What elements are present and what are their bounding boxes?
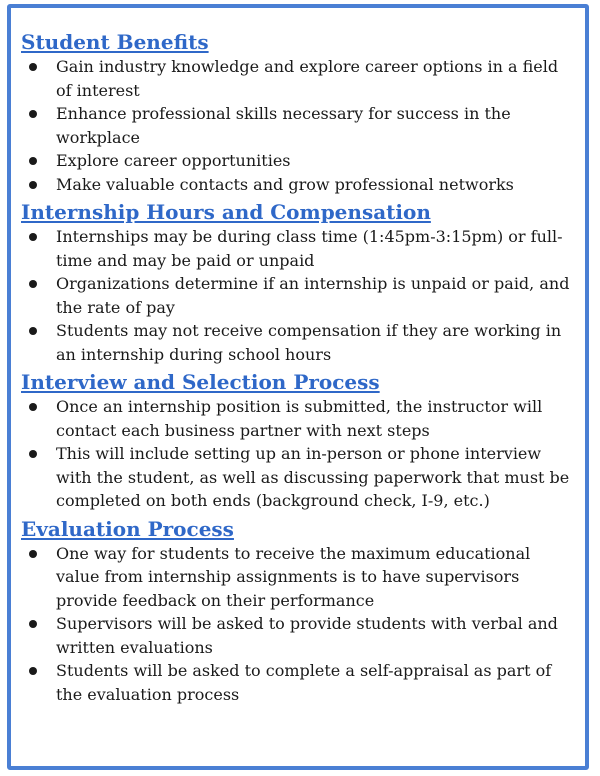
list-item-text: Supervisors will be asked to provide students with verbal and written evaluations bbox=[56, 614, 558, 657]
document-content bbox=[21, 30, 577, 710]
section-student-benefits bbox=[21, 30, 577, 196]
list-item-text: This will include setting up an in-person or phone interview with the student, as well as discussing paperwork that must be completed on both ends (background check, I-9, etc.) bbox=[56, 444, 570, 510]
section-heading: Interview and Selection Process bbox=[21, 370, 380, 394]
bullet-icon bbox=[29, 620, 37, 628]
list-item bbox=[21, 542, 577, 613]
bullet-icon bbox=[29, 280, 37, 288]
section-internship-hours-compensation bbox=[21, 200, 577, 366]
list-item-text: Students will be asked to complete a self-appraisal as part of the evaluation process bbox=[56, 661, 552, 704]
list-item-text: Organizations determine if an internship is unpaid or paid, and the rate of pay bbox=[56, 274, 570, 317]
list-item bbox=[21, 55, 577, 102]
list-item-text: Explore career opportunities bbox=[56, 151, 291, 170]
bullet-icon bbox=[29, 233, 37, 241]
section-heading: Student Benefits bbox=[21, 30, 209, 54]
section-evaluation-process bbox=[21, 517, 577, 707]
bullet-icon bbox=[29, 157, 37, 165]
list-item bbox=[21, 612, 577, 659]
document-frame bbox=[7, 4, 589, 770]
list-item bbox=[21, 173, 577, 197]
list-item bbox=[21, 225, 577, 272]
bullet-icon bbox=[29, 63, 37, 71]
bullet-list bbox=[21, 225, 577, 366]
bullet-list bbox=[21, 395, 577, 513]
bullet-icon bbox=[29, 110, 37, 118]
list-item-text: Gain industry knowledge and explore career options in a field of interest bbox=[56, 57, 559, 100]
list-item bbox=[21, 319, 577, 366]
bullet-icon bbox=[29, 450, 37, 458]
bullet-icon bbox=[29, 403, 37, 411]
list-item bbox=[21, 149, 577, 173]
bullet-icon bbox=[29, 550, 37, 558]
list-item bbox=[21, 395, 577, 442]
list-item-text: Once an internship position is submitted, the instructor will contact each business partner with next steps bbox=[56, 397, 543, 440]
list-item-text: Make valuable contacts and grow professional networks bbox=[56, 174, 514, 194]
list-item bbox=[21, 442, 577, 513]
list-item bbox=[21, 102, 577, 149]
list-item bbox=[21, 272, 577, 319]
bullet-icon bbox=[29, 181, 37, 189]
list-item-text: One way for students to receive the maximum educational value from internship assignments is to have supervisors provide feedback on their performance bbox=[56, 543, 531, 610]
bullet-list bbox=[21, 55, 577, 196]
section-heading: Internship Hours and Compensation bbox=[21, 200, 431, 224]
section-interview-selection bbox=[21, 370, 577, 513]
section-heading: Evaluation Process bbox=[21, 516, 234, 541]
list-item bbox=[21, 659, 577, 706]
list-item-text: Internships may be during class time (1:45pm-3:15pm) or full-time and may be paid or unpaid bbox=[56, 227, 563, 270]
list-item-text: Enhance professional skills necessary for success in the workplace bbox=[56, 104, 511, 147]
bullet-icon bbox=[29, 327, 37, 335]
list-item-text: Students may not receive compensation if they are working in an internship during school hours bbox=[56, 321, 562, 364]
bullet-icon bbox=[29, 667, 37, 675]
bullet-list bbox=[21, 542, 577, 707]
